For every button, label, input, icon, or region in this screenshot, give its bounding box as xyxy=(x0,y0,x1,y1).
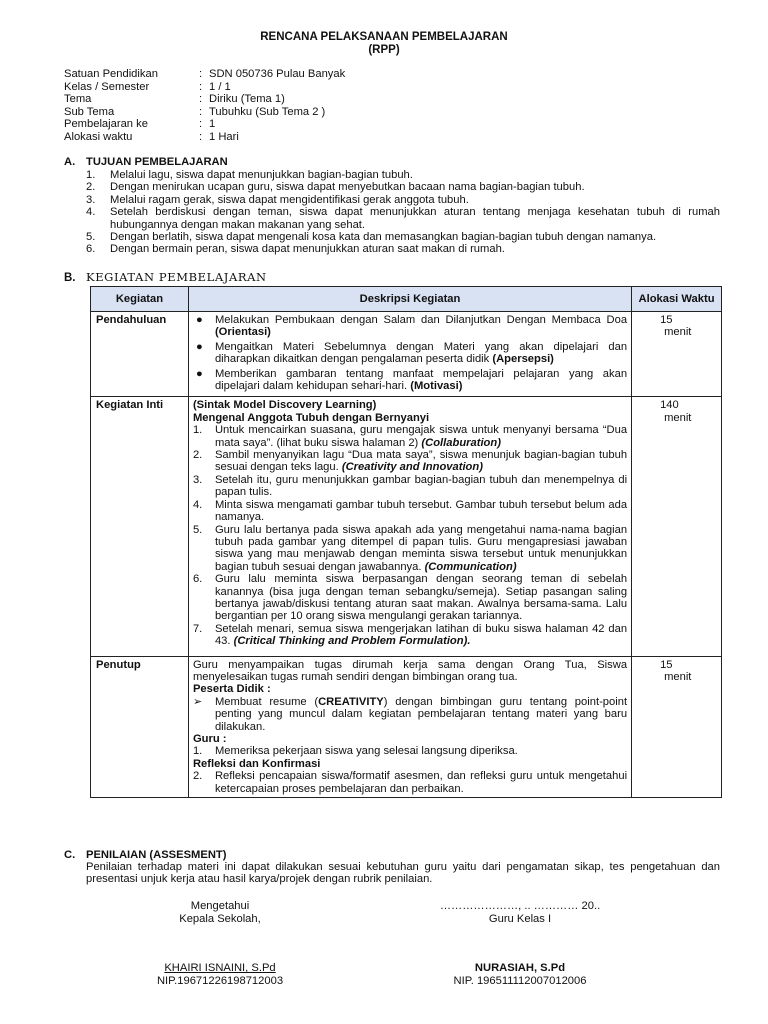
section-title: PENILAIAN (ASSESMENT) xyxy=(86,849,227,861)
identity-block xyxy=(64,68,345,143)
table-row-pendahuluan xyxy=(91,312,722,397)
list-item xyxy=(193,314,627,339)
identity-colon: : xyxy=(199,93,203,105)
identity-colon: : xyxy=(199,80,203,93)
item-text: ) dengan bimbingan guru tentang point-point penting yang muncul dalam kegiatan pembelajaran tentang materi yang baru dilakukan. xyxy=(214,695,628,733)
guru-heading: Guru : xyxy=(192,733,227,745)
section-number: A. xyxy=(64,156,76,168)
identity-row xyxy=(64,106,345,119)
item-tag: (Collaburation) xyxy=(421,436,501,449)
row-time xyxy=(632,312,722,397)
item-number: 5. xyxy=(86,231,96,244)
item-tag: (Creativity and Innovation) xyxy=(341,461,483,474)
identity-value: SDN 050736 Pulau Banyak xyxy=(209,68,346,80)
identity-label: Kelas / Semester xyxy=(64,80,150,93)
list-item xyxy=(86,231,720,243)
item-text: Membuat resume ( xyxy=(214,695,319,708)
list-item xyxy=(193,449,627,474)
header-kegiatan: Kegiatan xyxy=(91,287,189,312)
item-number: 1. xyxy=(192,424,203,437)
list-item xyxy=(193,424,627,449)
list-item xyxy=(193,623,627,648)
identity-colon: : xyxy=(199,105,203,118)
header-deskripsi: Deskripsi Kegiatan xyxy=(188,287,631,312)
signature-left-line2: Kepala Sekolah, xyxy=(179,913,261,925)
bullet-icon: ● xyxy=(195,314,203,326)
item-number: 6. xyxy=(86,243,96,256)
row-label: Pendahuluan xyxy=(91,312,189,397)
item-text: Mengaitkan Materi Sebelumnya dengan Materi yang akan dipelajari dan diharapkan dikaitkan dengan pengalaman peserta didik xyxy=(214,340,628,366)
item-text: Setelah berdiskusi dengan teman, siswa dapat menunjukkan aturan tentang menjaga kesehatan tubuh di rumah hubungannya dengan makan makanan yang sehat. xyxy=(110,206,720,231)
bullet-icon: ● xyxy=(195,367,203,380)
item-tag: CREATIVITY xyxy=(318,695,384,708)
document-title: RENCANA PELAKSANAAN PEMBELAJARAN xyxy=(260,31,508,43)
table-header-row xyxy=(91,287,722,312)
item-text: Untuk mencairkan suasana, guru mengajak siswa untuk menyanyi bersama “Dua mata saya”. (lihat buku siswa halaman 2) xyxy=(214,424,628,449)
identity-value: 1 / 1 xyxy=(209,80,231,93)
identity-label: Sub Tema xyxy=(64,105,115,118)
list-item xyxy=(193,368,627,393)
section-c-heading xyxy=(64,849,226,861)
time-unit: menit xyxy=(664,326,692,339)
identity-value: Tubuhku (Sub Tema 2 ) xyxy=(209,105,326,118)
item-text: Sambil menyanyikan lagu “Dua mata saya”, siswa menunjuk bagian-bagian tubuh sesuai dengan teks lagu. xyxy=(214,449,628,474)
item-number: 1. xyxy=(192,745,203,758)
item-number: 2. xyxy=(192,770,203,783)
item-text: Melakukan Pembukaan dengan Salam dan Dilanjutkan Dengan Membaca Doa xyxy=(214,314,628,326)
list-item xyxy=(193,573,627,623)
signature-right-date: …………………, .. ………… 20.. xyxy=(439,900,601,912)
time-value: 15 xyxy=(660,314,673,326)
item-number: 3. xyxy=(192,473,203,486)
row-label: Kegiatan Inti xyxy=(91,397,189,656)
section-title: KEGIATAN PEMBELAJARAN xyxy=(86,270,267,284)
list-item xyxy=(86,206,720,231)
row-label: Penutup xyxy=(91,656,189,797)
item-text: Setelah itu, guru menunjukkan gambar bagian-bagian tubuh dan menempelnya di papan tulis. xyxy=(214,473,628,499)
item-number: 4. xyxy=(192,498,203,511)
identity-colon: : xyxy=(199,130,203,143)
item-text: Guru lalu meminta siswa berpasangan dengan seorang teman di sebelah kanannya (bisa juga dengan teman sebangku/semeja). Setiap pasangan saling bertanya jawab/diskusi tentang aturan saat makan. Awalnya bersama-sama. Lalu bergantian per 10 orang siswa mengulangi gerakan tariannya. xyxy=(214,573,628,623)
item-text: Guru lalu bertanya pada siswa apakah ada yang mengetahui nama-nama bagian tubuh pada gambar yang ditempel di papan tulis. Guru mengapresiasi jawaban siswa yang mau menjawab dengan meminta siswa tersebut untuk menunjukkan bagian tubuh sesuai dengan jawabannya. xyxy=(214,523,628,573)
list-item xyxy=(193,474,627,499)
identity-label: Pembelajaran ke xyxy=(64,118,148,130)
signature-right-nip: NIP. 196511112007012006 xyxy=(453,975,587,987)
item-tag: (Motivasi) xyxy=(410,380,463,393)
table-row-penutup xyxy=(91,656,722,797)
identity-colon: : xyxy=(199,118,203,130)
identity-row xyxy=(64,93,345,106)
list-item xyxy=(86,181,720,193)
item-number: 1. xyxy=(86,169,96,181)
row-description xyxy=(188,656,631,797)
section-title: TUJUAN PEMBELAJARAN xyxy=(86,156,228,168)
item-tag: (Communication) xyxy=(424,560,517,573)
item-number: 2. xyxy=(86,181,96,194)
topic-heading: Mengenal Anggota Tubuh dengan Bernyanyi xyxy=(192,411,430,424)
item-number: 3. xyxy=(86,193,96,206)
item-text: Dengan menirukan ucapan guru, siswa dapat menyebutkan bacaan nama bagian-bagian tubuh. xyxy=(110,181,585,194)
list-item xyxy=(193,499,627,524)
section-b-heading xyxy=(64,271,267,284)
item-number: 6. xyxy=(192,573,203,586)
refleksi-heading: Refleksi dan Konfirmasi xyxy=(192,757,321,770)
identity-value: Diriku (Tema 1) xyxy=(209,93,285,105)
assessment-text: Penilaian terhadap materi ini dapat dilakukan sesuai kebutuhan guru yaitu dari pengamatan sikap, tes pengetahuan dan presentasi unjuk kerja atau hasil karya/projek dengan rubrik penilaian. xyxy=(86,861,720,886)
model-heading: (Sintak Model Discovery Learning) xyxy=(192,399,377,412)
time-value: 15 xyxy=(660,658,673,671)
time-unit: menit xyxy=(664,411,692,424)
signature-left-name: KHAIRI ISNAINI, S.Pd xyxy=(164,962,276,974)
list-item xyxy=(193,770,627,795)
item-number: 2. xyxy=(192,449,203,462)
list-item xyxy=(86,169,720,181)
item-tag: (Critical Thinking and Problem Formulation). xyxy=(233,635,471,648)
identity-row xyxy=(64,81,345,94)
item-text: Dengan bermain peran, siswa dapat menunjukkan aturan saat makan di rumah. xyxy=(110,243,505,256)
objectives-list xyxy=(86,169,720,256)
row-description xyxy=(188,397,631,656)
section-number: C. xyxy=(64,849,76,861)
closing-intro: Guru menyampaikan tugas dirumah kerja sama dengan Orang Tua, Siswa menyelesaikan tugas rumah sendiri dengan bimbingan orang tua. xyxy=(192,658,628,683)
list-item xyxy=(86,243,720,255)
list-item xyxy=(193,696,627,733)
document-subtitle: (RPP) xyxy=(368,44,400,56)
identity-row xyxy=(64,131,345,144)
time-unit: menit xyxy=(664,670,692,683)
signature-left-line1: Mengetahui xyxy=(190,900,250,912)
item-tag: (Orientasi) xyxy=(214,326,271,339)
activities-table xyxy=(90,286,722,798)
signature-right-line2: Guru Kelas I xyxy=(488,913,552,925)
section-number: B. xyxy=(64,272,76,284)
row-time xyxy=(632,397,722,656)
item-text: Memberikan gambaran tentang manfaat mempelajari pelajaran yang akan dipelajari dalam kehidupan sehari-hari. xyxy=(214,367,628,393)
identity-colon: : xyxy=(199,68,203,80)
identity-value: 1 Hari xyxy=(209,130,239,143)
table-row-inti xyxy=(91,397,722,656)
identity-label: Satuan Pendidikan xyxy=(64,68,158,80)
identity-row xyxy=(64,68,345,81)
row-time xyxy=(632,656,722,797)
bullet-icon: ● xyxy=(195,340,203,353)
list-item xyxy=(193,341,627,366)
list-item xyxy=(193,745,627,757)
list-item xyxy=(193,524,627,574)
item-number: 5. xyxy=(192,523,203,536)
row-description xyxy=(188,312,631,397)
identity-label: Tema xyxy=(64,93,92,105)
item-text: Refleksi pencapaian siswa/formatif asesmen, dan refleksi guru untuk mengetahui ketercapaian proses pembelajaran dan perbaikan. xyxy=(214,770,628,795)
time-value: 140 xyxy=(660,399,679,412)
identity-label: Alokasi waktu xyxy=(64,130,133,143)
item-number: 4. xyxy=(86,206,96,219)
item-tag: (Apersepsi) xyxy=(492,353,554,366)
item-text: Melalui ragam gerak, siswa dapat mengidentifikasi gerak anggota tubuh. xyxy=(110,193,469,206)
signature-right-name: NURASIAH, S.Pd xyxy=(474,962,566,974)
item-text: Setelah menari, semua siswa mengerjakan latihan di buku siswa halaman 42 dan 43. xyxy=(214,622,628,648)
identity-row xyxy=(64,118,345,131)
header-alokasi: Alokasi Waktu xyxy=(632,287,722,312)
signature-left-nip: NIP.19671226198712003 xyxy=(156,975,284,987)
item-text: Melalui lagu, siswa dapat menunjukkan bagian-bagian tubuh. xyxy=(110,169,413,181)
item-text: Memeriksa pekerjaan siswa yang selesai langsung diperiksa. xyxy=(214,745,518,758)
arrow-bullet-icon: ➢ xyxy=(192,695,203,708)
item-number: 7. xyxy=(192,622,203,635)
item-text: Minta siswa mengamati gambar tubuh tersebut. Gambar tubuh tersebut belum ada namanya. xyxy=(214,498,628,524)
section-a-heading xyxy=(64,156,228,168)
identity-value: 1 xyxy=(209,118,216,130)
item-text: Dengan berlatih, siswa dapat mengenali kosa kata dan memasangkan bagian-bagian tubuh dengan namanya. xyxy=(110,231,657,244)
list-item xyxy=(86,194,720,206)
peserta-heading: Peserta Didik : xyxy=(192,683,271,696)
